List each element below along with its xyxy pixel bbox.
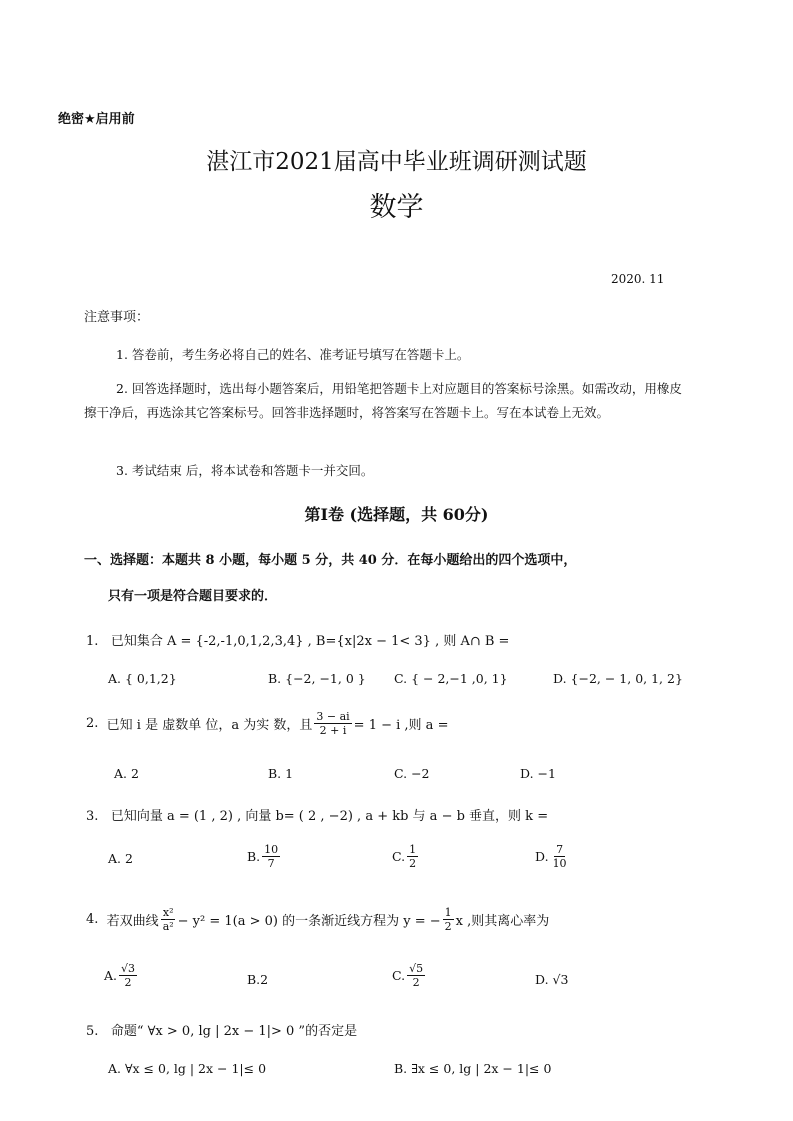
fraction-numerator: 10 bbox=[264, 843, 279, 856]
question-number: 2. bbox=[86, 716, 99, 731]
exam-title: 湛江市2021届高中毕业班调研测试题 bbox=[206, 149, 587, 175]
subject-title: 数学 bbox=[369, 192, 424, 223]
fraction-denominator: 10 bbox=[552, 857, 567, 870]
notice-item-1: 1. 答卷前，考生务必将自己的姓名、准考证号填写在答题卡上。 bbox=[116, 347, 470, 362]
part-instruction-2: 只有一项是符合题目要求的． bbox=[108, 589, 278, 604]
option-label: C. bbox=[392, 849, 406, 864]
fraction bbox=[161, 906, 176, 933]
question-stem-b: − y² = 1(a > 0) 的一条渐近线方程为 y = − bbox=[177, 914, 441, 929]
option-label: D. bbox=[535, 849, 549, 864]
q2-option-a: A. 2 bbox=[114, 766, 139, 781]
fraction bbox=[407, 843, 418, 870]
fraction-denominator: 2 bbox=[124, 976, 132, 989]
fraction-numerator: 7 bbox=[556, 843, 564, 856]
question-stem-c: x ,则其离心率为 bbox=[455, 914, 550, 929]
fraction-numerator: x² bbox=[162, 906, 174, 919]
question-stem-a: 已知 i 是 虚数单 位，a 为实 数，且 bbox=[106, 718, 313, 733]
fraction bbox=[407, 962, 425, 989]
question-stem: 命题“ ∀x > 0, lg | 2x − 1|> 0 ”的否定是 bbox=[110, 1024, 358, 1039]
option-label: A. bbox=[104, 968, 118, 983]
fraction bbox=[314, 710, 351, 737]
fraction bbox=[262, 843, 280, 870]
fraction-numerator: 1 bbox=[444, 906, 452, 919]
q2-option-c: C. −2 bbox=[394, 766, 430, 781]
fraction bbox=[443, 906, 454, 933]
fraction bbox=[551, 843, 569, 870]
q3-option-d bbox=[535, 843, 571, 870]
fraction-denominator: 2 bbox=[409, 857, 417, 870]
question-number: 3. bbox=[86, 809, 99, 824]
question-number: 4. bbox=[86, 912, 99, 927]
q1-option-b: B. {−2, −1, 0 } bbox=[268, 671, 366, 686]
notice-item-2: 2. 回答选择题时，选出每小题答案后，用铅笔把答题卡上对应题目的答案标号涂黑。如需改动，用橡皮擦干净后，再选涂其它答案标号。回答非选择题时，将答案写在答题卡上。写在本试卷上无效。 bbox=[84, 381, 682, 420]
question-number: 5. bbox=[86, 1024, 99, 1039]
question-1 bbox=[86, 630, 509, 649]
fraction-numerator: √3 bbox=[121, 962, 136, 975]
part-instruction-1: 一、选择题：本题共 8 小题，每小题 5 分，共 40 分．在每小题给出的四个选项中， bbox=[84, 553, 577, 568]
q2-option-d: D. −1 bbox=[520, 766, 556, 781]
fraction-denominator: 7 bbox=[267, 857, 275, 870]
fraction-denominator: a² bbox=[162, 920, 174, 933]
q1-option-d: D. {−2, − 1, 0, 1, 2} bbox=[553, 671, 683, 686]
q2-option-b: B. 1 bbox=[268, 766, 294, 781]
q3-option-c bbox=[392, 843, 420, 870]
q3-option-a: A. 2 bbox=[108, 851, 133, 866]
fraction-numerator: √5 bbox=[409, 962, 424, 975]
fraction-numerator: 1 bbox=[409, 843, 417, 856]
question-number: 1. bbox=[86, 634, 99, 649]
q1-option-c: C. { − 2,−1 ,0, 1} bbox=[394, 671, 508, 686]
q4-option-a bbox=[104, 962, 139, 989]
q1-option-a: A. { 0,1,2} bbox=[108, 671, 177, 686]
fraction-denominator: 2 bbox=[444, 920, 452, 933]
notice-heading: 注意事项： bbox=[84, 310, 150, 325]
confidential-mark: 绝密★启用前 bbox=[58, 112, 135, 127]
question-stem-a: 若双曲线 bbox=[106, 914, 159, 929]
q5-option-a: A. ∀x ≤ 0, lg | 2x − 1|≤ 0 bbox=[108, 1061, 267, 1076]
question-3 bbox=[86, 805, 548, 824]
option-label: B. bbox=[247, 849, 261, 864]
question-5 bbox=[86, 1020, 357, 1039]
option-label: C. bbox=[392, 968, 406, 983]
fraction bbox=[119, 962, 137, 989]
fraction-denominator: 2 + i bbox=[319, 724, 347, 737]
fraction-denominator: 2 bbox=[412, 976, 420, 989]
question-2 bbox=[86, 710, 448, 737]
q3-option-b bbox=[247, 843, 282, 870]
section-title: 第Ⅰ卷 (选择题，共 60分) bbox=[304, 505, 489, 524]
question-stem: 已知向量 a = (1 , 2) , 向量 b= ( 2 , −2) , a + kb 与 a − b 垂直，则 k = bbox=[110, 809, 549, 824]
question-stem: 已知集合 A = {-2,-1,0,1,2,3,4} , B={x|2x − 1< 3} , 则 A∩ B = bbox=[110, 634, 510, 649]
question-stem-b: = 1 − i ,则 a = bbox=[353, 718, 449, 733]
fraction-numerator: 3 − ai bbox=[316, 710, 350, 723]
exam-date: 2020. 11 bbox=[611, 272, 665, 286]
q4-option-c bbox=[392, 962, 427, 989]
notice-item-3: 3. 考试结束 后，将本试卷和答题卡一并交回。 bbox=[116, 463, 374, 478]
q4-option-b: B.2 bbox=[247, 972, 269, 987]
question-4 bbox=[86, 906, 549, 933]
q5-option-b: B. ∃x ≤ 0, lg | 2x − 1|≤ 0 bbox=[394, 1061, 552, 1076]
q4-option-d: D. √3 bbox=[535, 972, 569, 987]
